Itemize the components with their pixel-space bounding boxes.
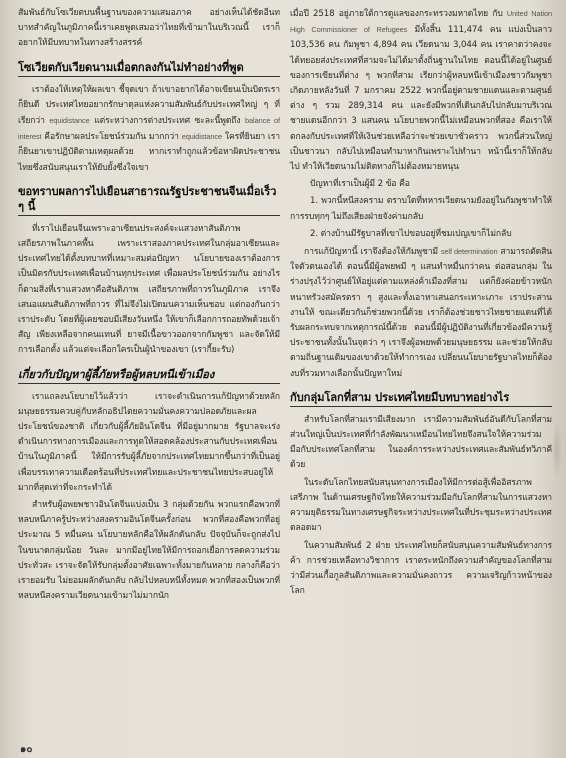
refugee-stats-paragraph [290,6,552,175]
intro-paragraph: สัมพันธ์กับโซเวียตบนพื้นฐานของความเสมอภาค อย่างเห็นได้ชัดอีนทบาทสำคัญในภูมิภาคนี้เราเคยพูดเสมอว่าไทยที่เข้ามาในบริเวณนี้ เราก็อยากให้มีบทบาทในทางสร้างสรรค์ [18,8,280,49]
paper-smudge [552,420,562,480]
soviet-vietnam-paragraph [18,83,280,176]
problem-item-2: 2. ต่างบ้านมีรัฐบาลที่เขาไปขอบอยู่ที่ชมเปญเขาก็ไม่กลับ [310,228,512,239]
problem-list [290,177,552,242]
third-world-paragraph-1: สำหรับโลกที่สามเรามีเสียงมาก เรามีความสัมพันธ์อันดีกับโลกที่สาม ส่วนใหญ่เป็นประเทศที่กำลังพัฒนาเหมือนไทยไทยจึงสนใจให้ความร่วมมือกับประเทศโลกที่สาม ในองค์การระหว่างประเทศและสัมพันธ์ทวิภาคีด้วย [290,414,552,471]
page-number: ๑๐ [20,744,33,755]
latin-term: self determination [440,247,498,257]
latin-term: equidistance [181,132,223,142]
problem-intro: ปัญหาที่เราเป็นผู้มี 2 ข้อ คือ [310,179,410,190]
third-world-paragraph-2: ในระดับโลกไทยสนับสนุนทางการเมืองให้มีการต่อสู้เพื่ออิสรภาพ เสรีภาพ ในด้านเศรษฐกิจไทยให้ความร่วมมือกับโลกที่สามในการแสวงหาความยุติธรรมในทางเศรษฐกิจระหว่างประเทศในที่ประชุมระหว่างประเทศตลอดมา [290,477,552,534]
refugees-paragraph-2: สำหรับผู้อพยพชาวอินโดจีนแบ่งเป็น 3 กลุ่มด้วยกัน พวกแรกคือพวกที่หลบหนีภาครู้ประหว่างสงครามอินโดจีนครั้งก่อน พวกที่สองคือพวกที่อยู่ประมาณ 5 หมื่นคน นโยบายหลักคือให้ผลักดันกลับ ปัจจุบันก็จะถูกส่งไปในขนาดกลุ่มน้อย วันละ มากมีอยู่ไทยให้มีการถอกเยื่อการลดความร่วมประทั่วสะ เราจะจัดให้รับกลุ่มตั้งอาศัยเฉพาะทั้งมายกันหลาย กลางก็คือว่าเรายอมรับ ไม่ยอมผลักดันกลับ กลับไปหลบหนีทั้งหมด พวกที่สองเป็นพวกที่หลบหนีสงครามเวียดนามเข้ามาไม่มากนัก [18,500,280,602]
solution-paragraph [290,244,552,382]
problem-item-1: 1. พวกนี้หนีสงคราม ตราบใดที่ทหารเวียดนามยังอยู่ในกัมพูชาทำให้การรบทุกๆ ไม่ถึงเสียงฝ่ายจังค่ามกลับ [290,196,552,222]
text-run: การแก้ปัญหานี้ เราจึงต้องให้กัมพูชามี [304,247,438,258]
latin-term: equidistance [49,116,90,126]
text-run: เมื่อปี 2518 อยู่ภายใต้การดูแลของกระทรวงมหาดไทย กับ [290,9,503,19]
text-run: ใครที่ยินยา เราก็ยินยาเขาปฏิบัติตามเหตุผลด้วย หากเราทำถูกแล้วข้อหาผิดประชาชนไทยซึ่งสนับสนุนเราให้ยับยั้งซึ่งใจเขา [18,132,280,173]
section-heading-refugees: เกี่ยวกับปัญหาผู้ลี้ภัยหรือผู้หลบหนีเข้าเมือง [18,367,280,384]
right-column [290,6,552,601]
latin-term: balance of interest [18,116,280,142]
refugees-paragraph-1: เราแถลงนโยบายไว้แล้วว่า เราจะดำเนินการแก้ปัญหาด้วยหลักมนุษยธรรมควบคู่กับหลักอธิปไตยความมั่นคงความปลอดภัยและผลประโยชน์ของชาติ เกี่ยวกับผู้ลี้ภัยอินโดจีน ที่มีอยู่มากมาย รัฐบาลจะเร่งดำเนินการทางการเมืองและการทูตให้สอดคล้องประสานกับประเทศเพื่อนบ้านในภูมิภาคนี้ ให้มีการรับผู้ลี้ภัยจากประเทศไทยมากขึ้นกว่าที่เป็นอยู่ เพื่อบรรเทาความเดือดร้อนที่ประเทศไทยและประชาชนไทยประสบอยู่ให้มากที่สุดเท่าที่จะกระทำได้ [18,391,280,493]
section-heading-soviet-vietnam: โซเวียตกับเวียดนามเมื่อตกลงกันไม่ทำอย่างที่พูด [18,60,280,77]
text-run: คือรักษาผลประโยชน์ร่วมกัน มากกว่า [44,132,179,143]
section-heading-china-visit: ขอทราบผลการไปเยือนสาธารณรัฐประชาชนจีนเมื่อเร็ว ๆ นี้ [18,184,280,216]
latin-term: United Nation High Commissioner of Refugees [290,9,552,35]
third-world-paragraph-3: ในความสัมพันธ์ 2 ฝ่าย ประเทศไทยก็สนับสนุนความสัมพันธ์ทางการค้า การช่วยเหลือทางวิชาการ เราตระหนักถึงความสำคัญของโลกที่สามว่ามีส่วนเกื้อกูลสันติภาพและความมั่นคงถาวร ความเจริญก้าวหน้าของโลก [290,540,552,597]
section-heading-third-world: กับกลุ่มโลกที่สาม ประเทศไทยมีบทบาทอย่างไร [290,390,552,407]
china-visit-paragraph: ที่เราไปเยือนจีนเพราะอาเซียนประสงค์จะแสวงหาสันติภาพ เสถียรภาพในภาคพื้น เพราะเราสองภาคประเทศในกลุ่มอาเซียนและประเทศไทยได้ตั้งบทบาทที่เหมาะสมต่อปัญหา นโยบายของเราต้องการเป็นมิตรกับประเทศเพื่อนบ้านทุกประเทศ เพื่อผลประโยชน์ร่วมกัน อย่างไรก็ตามสิ่งที่เราแสวงหาคือสันติภาพ เสถียรภาพที่ถาวรในภูมิภาค เราจึงเสนอแผนสันติภาพที่ถาวร ที่ไม่จึงไม่เปิดมนความเห็นชอบ แต่กองกันกว่าเราประดับ โดยที่ผู้เคยชอบมีเสียงวันหนึ่ง ให้เขาก็เลือกการถอยทัพด้วยเจ้าสัญ เพียงเหลือจากคนแทนที่ ยาจมีเนื้อขาวออกจากกัมพูชา และจัดให้มีการเลือกตั้ง แล้วแต่จะเลือกใครเป็นผู้นำของเขา (เรากี้ยะรับ) [18,223,280,356]
left-column [18,6,280,607]
text-run: มีทั้งสิ้น 111,474 คน แบ่งเป็นลาว 103,536 คน กัมพูชา 4,894 คน เวียดนาม 3,044 คน เราคาดว่าคงจะได้ทยอยส่งประเทศที่สามจะไม่ได้มาตั้งถิ่นฐานในไทย ตอนนี้ได้อยู่ในศูนย์ของการเขียนที่ต่าง ๆ พวกที่สาม เรียกว่าผู้หลบหนีเข้าเมืองชาวกัมพูชา เกิดภายหลังวันที่ 7 มกราคม 2522 พวกนี้อยู่ตามชายแดนและตามศูนย์ต่าง ๆ รวม 289,314 คน และยังมีพวกที่เดินกลับไปกลับมาบริเวณชายแดนอีกกว่า 3 แสนคน นโยบายพวกนี้ไม่เหมือนพวกที่สอง คือเราให้ตกลงกับประเทศที่ให้เงินช่วยเหลือว่าจะช่วยเขาชั่วคราว พวกนี้ส่วนใหญ่เป็นชาวนา กลับไปเหมือนทำมาหากินเพราะไปทำนา หน้านี้เราก็ให้กลับไป ทำให้เวียดนามไม่ติดทางก็ไม่ต้องหมายหนุน [290,25,552,173]
text-run: เราต้องให้เหตุให้ผลเขา ชี้จุดเขา ถ้าเขาอยากได้อาจเขียนเป็นบิดรเราก็ยินดี ประเทศไทยอยากรักษาดุลแห่งความสัมพันธ์กับประเทศใหญ่ ๆ ที่เรียกว่า [18,84,280,127]
text-run: สามารถตัดสินใจตัวตนเองได้ ตอนนี้มีผู้อพยพมี ๆ แสนทำหมื่นกว่าคน ต่อสอนกลุ่ม ในร่างปรุงไว้ว่าศูนย์ให้อยู่แต่ตามแหล่งค้าเมืองที่สาม แต่ก็ยังค่อยข้าวหนักหนาทรัวงสมัครตรา ๆ สูงและทั้งเอาหาเสนอกระเทาะเภาะ เราประสานงานให้ ขณะเดียวกันก็ช่วยพวกนี้ด้วย เราก็ต้องช่วยชาวไทยชายแดนที่ได้รับผลกระทบจากเหตุการณ์นี้ด้วย ตอนนี้มีผู้ปฏิบัติงานที่เกี่ยวข้องมีความรู้ประชาชนทั้งนั้นในจุดว่า ๆ เราจึงผู้อพยพด้วยมนุษยธรรม และช่วยให้กลับตามถิ่นฐานเดิมของเขาด้วยให้ทำการเอง เปลี่ยนนโยบายรัฐบาลไทยก็ต้องงบที่รวมทางเลือกนั้นปัญหาใหม่ [290,247,552,379]
text-run: แต่ระหว่างการต่างประเทศ ซะละนี้พูดถึง [94,116,241,127]
